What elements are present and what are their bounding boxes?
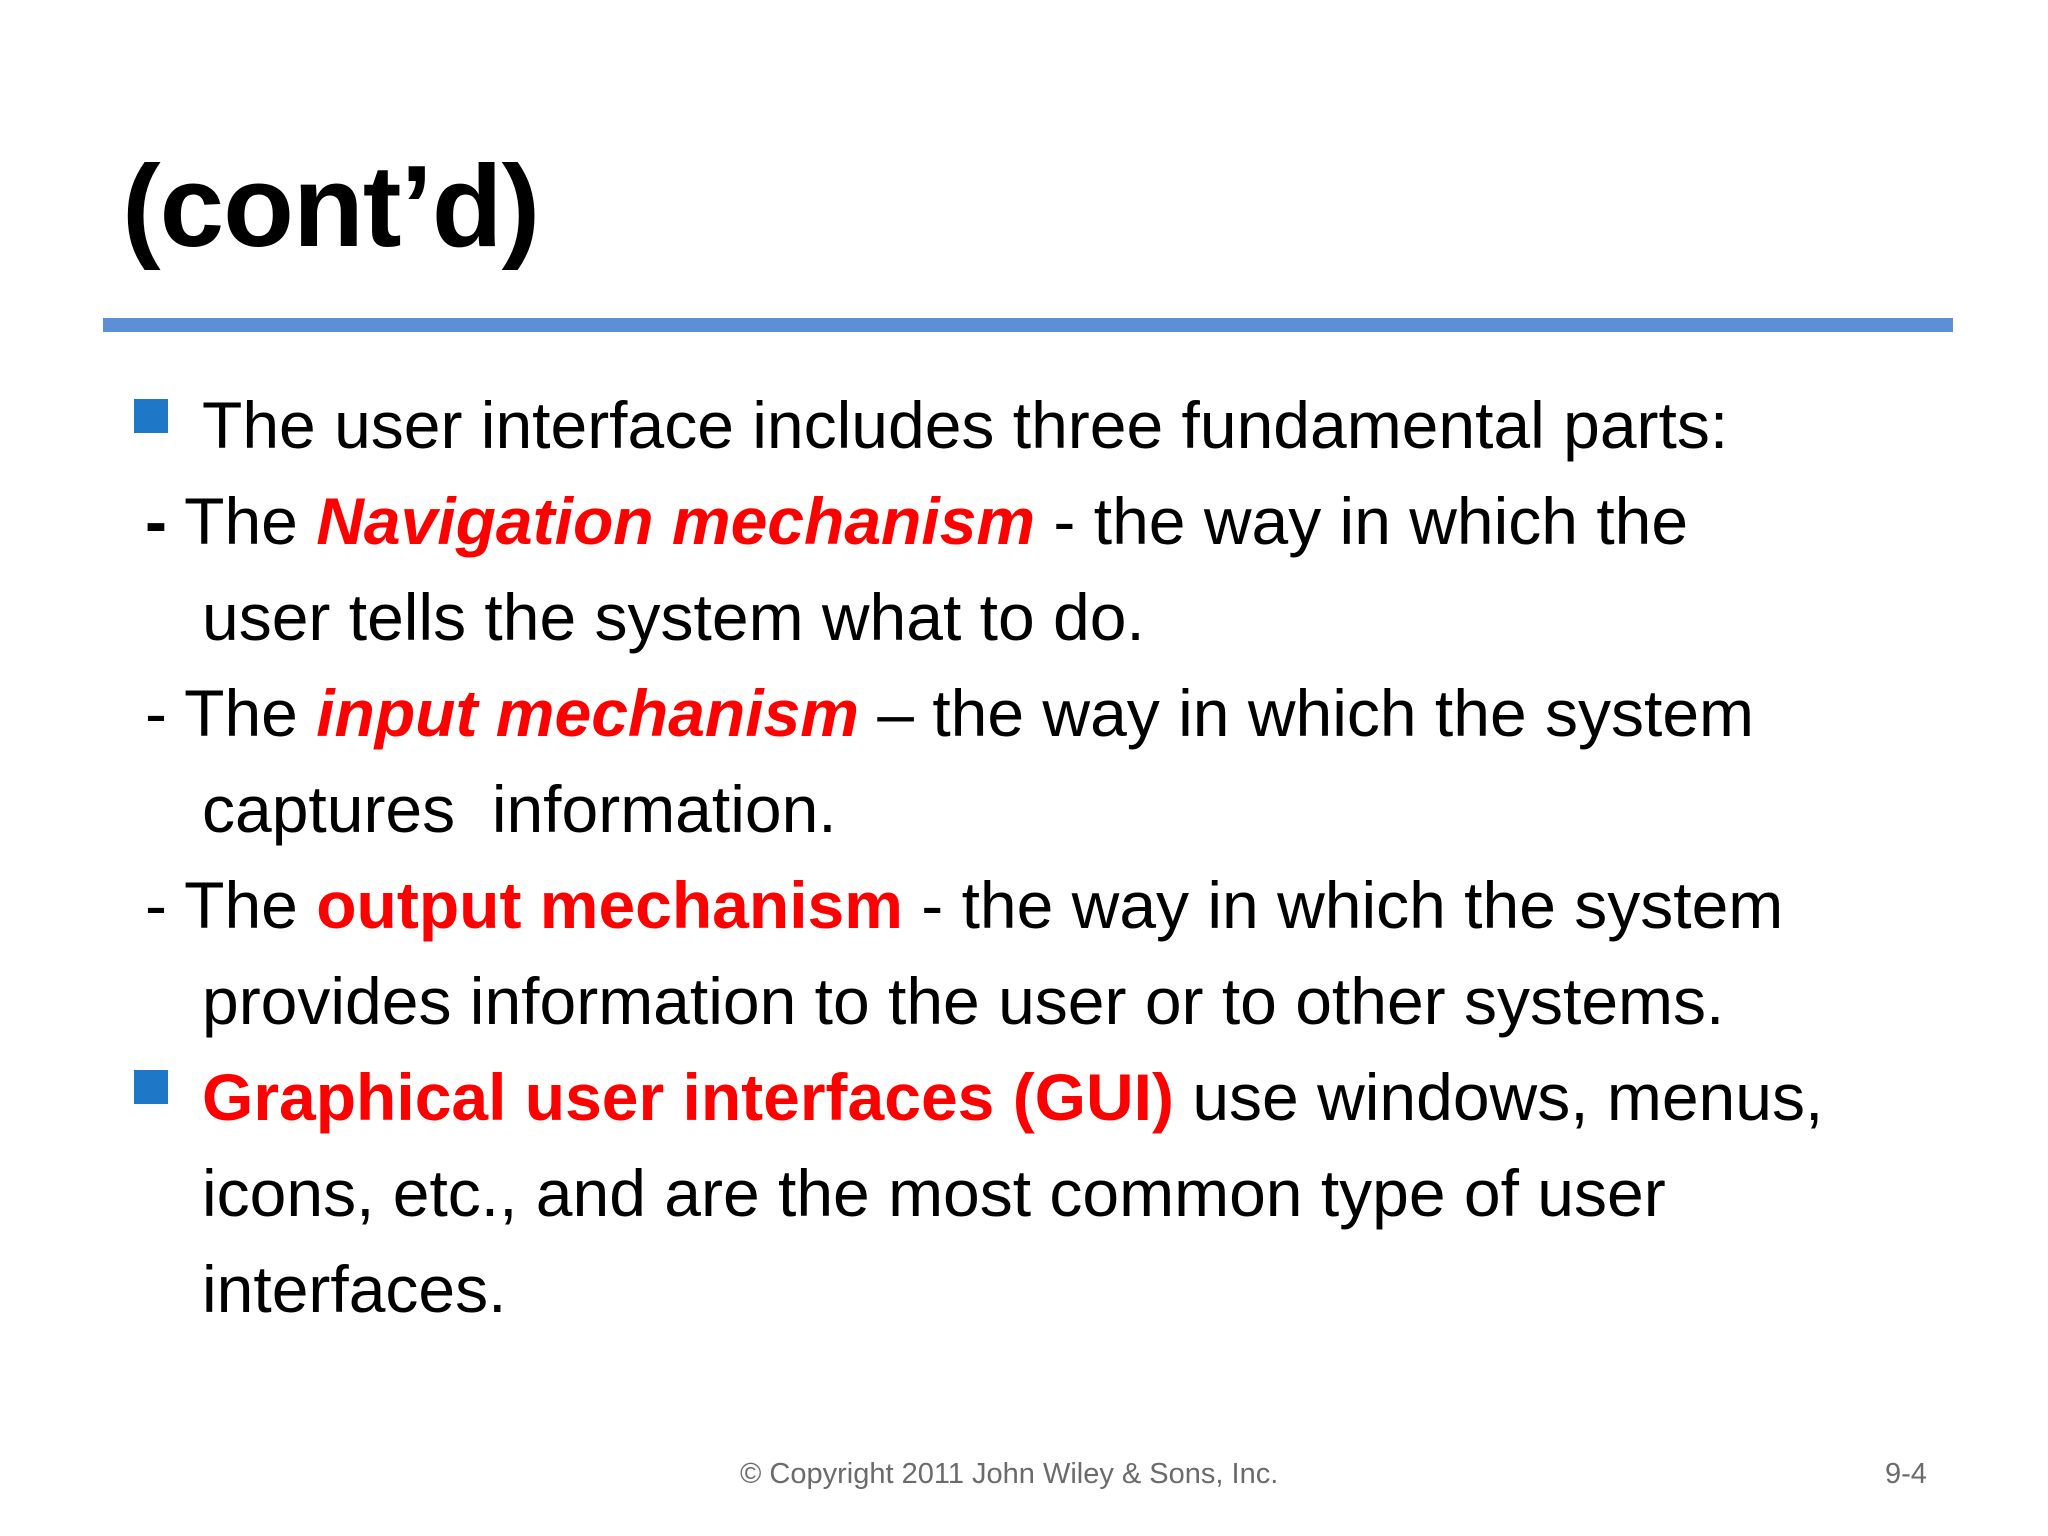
sub-item-navigation — [145, 484, 1689, 558]
sub-item-output — [145, 868, 1784, 942]
slide-title: (cont’d) — [122, 141, 540, 271]
sub-item-description: – the way in which the system — [858, 676, 1755, 750]
footer-copyright: © Copyright 2011 John Wiley & Sons, Inc. — [740, 1458, 1279, 1490]
bullet-text-gui-continuation-2: interfaces. — [202, 1252, 507, 1326]
sub-item-prefix: The — [184, 868, 317, 942]
bullet-text-gui-continuation-1: icons, etc., and are the most common type of user — [202, 1156, 1666, 1230]
footer-page-number: 9-4 — [1885, 1458, 1927, 1490]
sub-item-prefix: The — [166, 484, 317, 558]
square-bullet-icon — [134, 1070, 168, 1104]
input-mechanism-term: input mechanism — [316, 676, 859, 750]
navigation-mechanism-term: Navigation mechanism — [316, 484, 1036, 558]
sub-item-dash: - — [145, 676, 185, 750]
output-mechanism-term: output mechanism — [316, 868, 903, 942]
sub-item-description: - the way in which the — [1035, 484, 1689, 558]
sub-item-navigation-continuation: user tells the system what to do. — [202, 580, 1145, 654]
gui-term: Graphical user interfaces (GUI) — [202, 1060, 1174, 1134]
gui-description: use windows, menus, — [1174, 1060, 1824, 1134]
sub-item-description: - the way in which the system — [902, 868, 1784, 942]
square-bullet-icon — [134, 399, 168, 433]
sub-item-dash: - — [145, 868, 185, 942]
bullet-text-gui — [202, 1060, 1824, 1134]
sub-item-dash: - — [145, 484, 167, 558]
sub-item-input — [145, 676, 1755, 750]
sub-item-output-continuation: provides information to the user or to other systems. — [202, 964, 1725, 1038]
bullet-text-intro: The user interface includes three fundamental parts: — [202, 388, 1729, 462]
sub-item-input-continuation: captures information. — [202, 772, 837, 846]
sub-item-prefix: The — [184, 676, 317, 750]
